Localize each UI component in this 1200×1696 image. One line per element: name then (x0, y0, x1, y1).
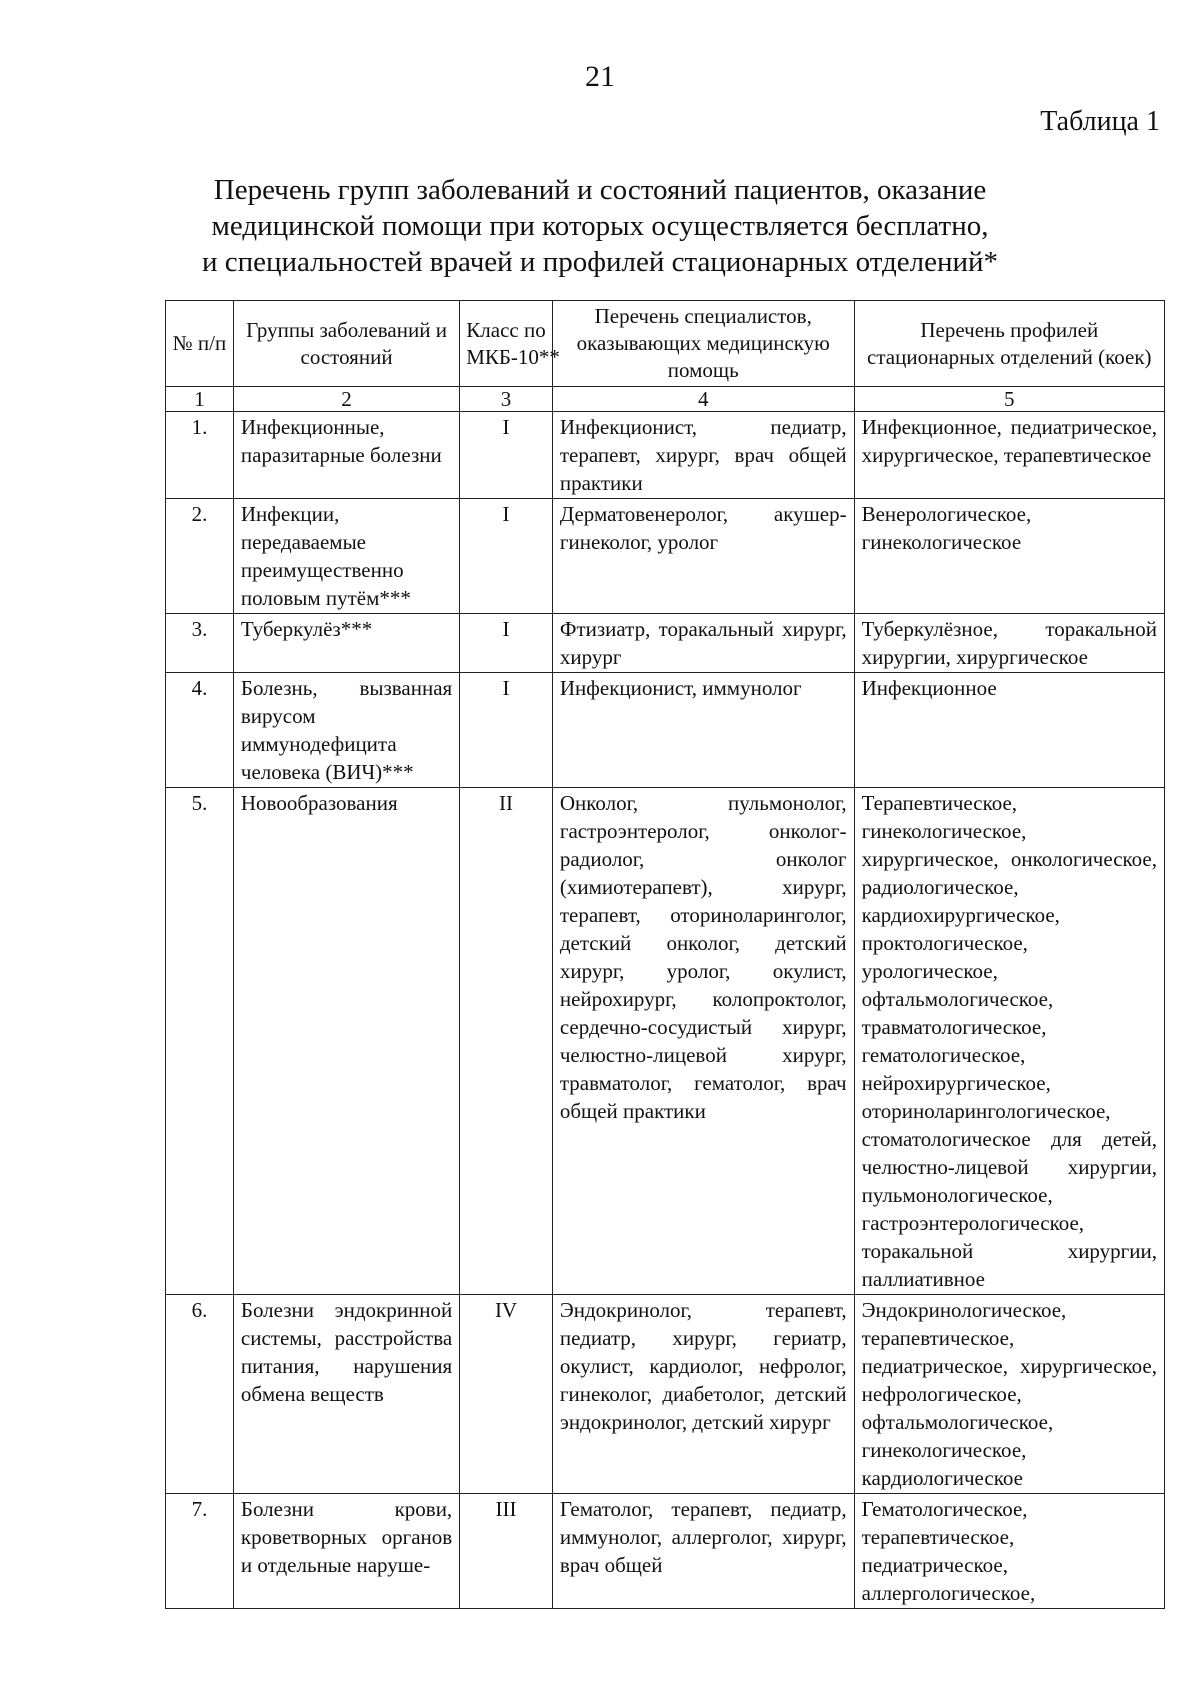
header-specialists: Перечень специалистов, оказывающих медицинскую помощь (552, 301, 854, 387)
table-row (166, 412, 1165, 499)
disease-group: Инфекции, передаваемые преимущественно половым путём*** (233, 499, 459, 614)
icd-class: I (460, 673, 553, 788)
icd-class: III (460, 1494, 553, 1609)
document-title (150, 172, 1050, 280)
column-number: 2 (233, 387, 459, 412)
row-number: 3. (166, 614, 234, 673)
column-number: 5 (854, 387, 1164, 412)
column-number: 1 (166, 387, 234, 412)
icd-class: II (460, 788, 553, 1295)
specialists: Дерматовенеролог, акушер-гинеколог, уролог (552, 499, 854, 614)
specialists: Эндокринолог, терапевт, педиатр, хирург, гериатр, окулист, кардиолог, нефролог, гинеколог, диабетолог, детский эндокринолог, детский хирург (552, 1295, 854, 1494)
disease-group: Болезни эндокринной системы, расстройства питания, нарушения обмена веществ (233, 1295, 459, 1494)
disease-group: Новообразования (233, 788, 459, 1295)
row-number: 6. (166, 1295, 234, 1494)
column-number: 3 (460, 387, 553, 412)
disease-group: Болезни крови, кроветворных органов и отдельные наруше- (233, 1494, 459, 1609)
diseases-table (165, 300, 1165, 1609)
table-label: Таблица 1 (1040, 106, 1160, 137)
column-number: 4 (552, 387, 854, 412)
specialists: Фтизиатр, торакальный хирург, хирург (552, 614, 854, 673)
specialists: Инфекционист, педиатр, терапевт, хирург, врач общей практики (552, 412, 854, 499)
departments: Венерологическое, гинекологическое (854, 499, 1164, 614)
table-header-row (166, 301, 1165, 387)
row-number: 1. (166, 412, 234, 499)
page-number: 21 (585, 60, 615, 93)
table-row (166, 673, 1165, 788)
row-number: 7. (166, 1494, 234, 1609)
header-departments: Перечень профилей стационарных отделений (коек) (854, 301, 1164, 387)
header-icd-class: Класс по МКБ-10** (460, 301, 553, 387)
icd-class: I (460, 499, 553, 614)
table-row (166, 614, 1165, 673)
title-line: медицинской помощи при которых осуществляется бесплатно, (211, 210, 989, 242)
specialists: Онколог, пульмонолог, гастроэнтеролог, онколог-радиолог, онколог (химиотерапевт), хирург, терапевт, оториноларинголог, детский онколог, детский хирург, уролог, окулист, нейрохирург, колопроктолог, сердечно-сосудистый хирург, челюстно-лицевой хирург, травматолог, гематолог, врач общей практики (552, 788, 854, 1295)
departments: Туберкулёзное, торакальной хирургии, хирургическое (854, 614, 1164, 673)
title-line: и специальностей врачей и профилей стационарных отделений* (201, 246, 999, 278)
specialists: Инфекционист, иммунолог (552, 673, 854, 788)
disease-group: Инфекционные, паразитарные болезни (233, 412, 459, 499)
table-row (166, 1494, 1165, 1609)
departments: Инфекционное, педиатрическое, хирургическое, терапевтическое (854, 412, 1164, 499)
row-number: 2. (166, 499, 234, 614)
departments: Гематологическое, терапевтическое, педиатрическое, аллергологическое, (854, 1494, 1164, 1609)
departments: Терапевтическое, гинекологическое, хирургическое, онкологическое, радиологическое, кардиохирургическое, проктологическое, урологическое, офтальмологическое, травматологическое, гематологическое, нейрохирургическое, оториноларингологическое, стоматологическое для детей, челюстно-лицевой хирургии, пульмонологическое, гастроэнтерологическое, торакальной хирургии, паллиативное (854, 788, 1164, 1295)
column-number-row (166, 387, 1165, 412)
table-row (166, 788, 1165, 1295)
disease-group: Болезнь, вызванная вирусом иммунодефицита человека (ВИЧ)*** (233, 673, 459, 788)
departments: Инфекционное (854, 673, 1164, 788)
table-row (166, 1295, 1165, 1494)
header-number: № п/п (166, 301, 234, 387)
row-number: 5. (166, 788, 234, 1295)
icd-class: I (460, 412, 553, 499)
header-group: Группы заболеваний и состояний (233, 301, 459, 387)
departments: Эндокринологическое, терапевтическое, педиатрическое, хирургическое, нефрологическое, офтальмологическое, гинекологическое, кардиологическое (854, 1295, 1164, 1494)
table-row (166, 499, 1165, 614)
specialists: Гематолог, терапевт, педиатр, иммунолог, аллерголог, хирург, врач общей (552, 1494, 854, 1609)
icd-class: I (460, 614, 553, 673)
title-line: Перечень групп заболеваний и состояний пациентов, оказание (213, 174, 987, 206)
row-number: 4. (166, 673, 234, 788)
icd-class: IV (460, 1295, 553, 1494)
disease-group: Туберкулёз*** (233, 614, 459, 673)
